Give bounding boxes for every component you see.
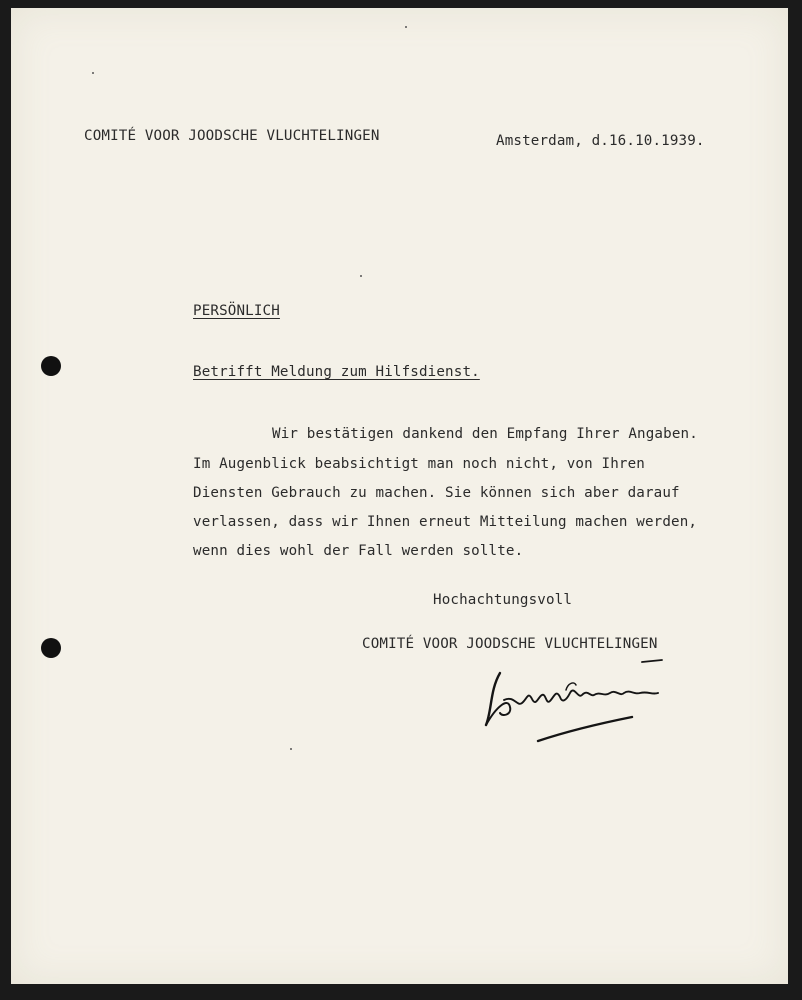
personal-marking: PERSÖNLICH [193, 303, 280, 319]
body-line: verlassen, dass wir Ihnen erneut Mitteilung machen werden, [193, 514, 698, 530]
body-line: Im Augenblick beabsichtigt man noch nicht, von Ihren [193, 456, 645, 472]
subject-line: Betrifft Meldung zum Hilfsdienst. [193, 364, 480, 380]
body-line: Wir bestätigen dankend den Empfang Ihrer Angaben. [272, 426, 698, 442]
closing: Hochachtungsvoll [433, 592, 573, 608]
handwritten-signature-icon [482, 655, 672, 755]
body-line: Diensten Gebrauch zu machen. Sie können sich aber darauf [193, 485, 680, 501]
paper-speck [405, 26, 407, 28]
signatory-org: COMITÉ VOOR JOODSCHE VLUCHTELINGEN [362, 636, 658, 652]
punch-hole-icon [41, 638, 61, 658]
paper-speck [360, 275, 362, 277]
letterhead: COMITÉ VOOR JOODSCHE VLUCHTELINGEN [84, 128, 380, 144]
punch-hole-icon [41, 356, 61, 376]
dateline: Amsterdam, d.16.10.1939. [496, 133, 705, 149]
paper-speck [290, 748, 292, 750]
paper-speck [92, 72, 94, 74]
body-line: wenn dies wohl der Fall werden sollte. [193, 543, 524, 559]
